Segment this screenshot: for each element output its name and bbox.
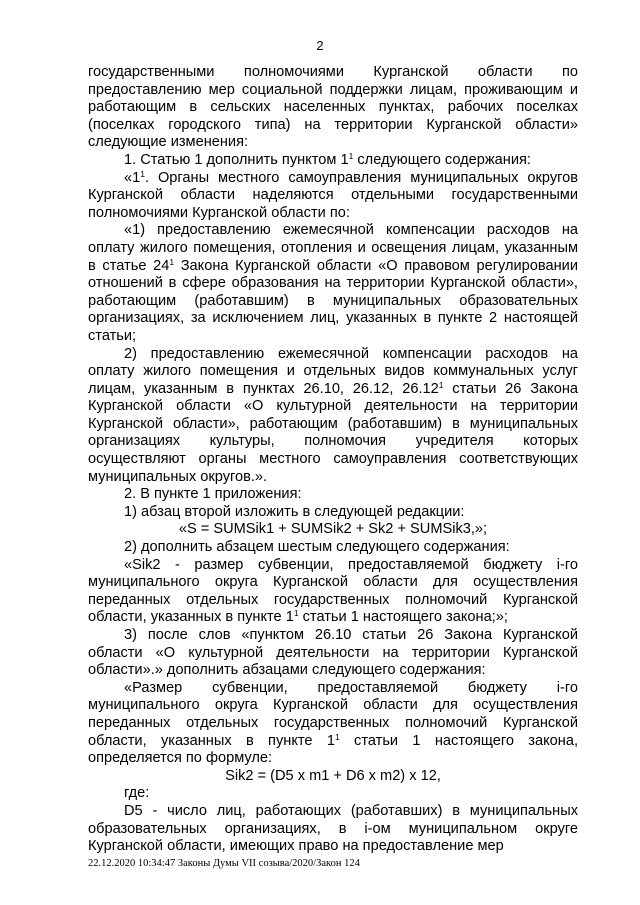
text-segment: государственными полномочиями Курганской области по предоставлению мер социальной поддержки лицам, проживающим и работающим в сельских населенных пунктах, рабочих поселках (поселках городского типа) на территории Курганской области» следующие изменения: [88,64,578,151]
paragraph [88,152,578,170]
text-segment: 2) дополнить абзацем шестым следующего содержания: [124,539,510,556]
paragraph [88,680,578,768]
paragraph [88,768,578,786]
text-segment: Закона Курганской области «О правовом регулировании отношений в сфере образования на территории Курганской области», работающим (работавшим) в муниципальных образовательных организациях, за исключением лиц, указанных в пункте 2 настоящей статьи; [88,257,578,344]
paragraph [88,627,578,680]
text-segment: D5 - число лиц, работающих (работавших) в муниципальных образовательных организациях, в i-ом муниципальном округе Курганской области, имеющих право на предоставление мер [88,802,578,855]
text-segment: статьи 26 Закона Курганской области «О культурной деятельности на территории Курганской области», работающим (работавшим) в муниципальных организациях культуры, полномочия учредителя которых осуществляют органы местного самоуправления соответствующих муниципальных округов.». [88,380,578,485]
paragraph [88,486,578,504]
superscript: 1 [140,168,145,179]
text-segment: 1. Статью 1 дополнить пунктом 1 [124,151,349,168]
paragraph [88,521,578,539]
text-segment: 1) абзац второй изложить в следующей редакции: [124,503,465,520]
superscript: 1 [334,731,340,742]
superscript: 1 [348,150,354,161]
text-segment: статьи 1 настоящего закона;»; [298,609,508,626]
text-segment: «Sik2 - размер субвенции, предоставляемой бюджету i-го муниципального округа Курганской области для осуществления переданных отдельных государственных полномочий Курганской области, указанных в пункте 1 [88,556,578,626]
text-segment: «Размер субвенции, предоставляемой бюджету i-го муниципального округа Курганской области для осуществления переданных отдельных государственных полномочий Курганской области, указанных в пункте 1 [88,679,578,749]
text-segment: 3) после слов «пунктом 26.10 статьи 26 Закона Курганской области «О культурной деятельности на территории Курганской области».» дополнить абзацами следующего содержания: [88,627,578,679]
paragraph [88,803,578,856]
paragraph [88,504,578,522]
paragraph [88,170,578,223]
superscript: 1 [169,256,175,267]
paragraph [88,557,578,627]
document-body [88,64,578,856]
text-segment: следующего содержания: [353,151,531,168]
text-segment: 2) предоставлению ежемесячной компенсации расходов на оплату жилого помещения и отдельных видов коммунальных услуг лицам, указанным в пунктах 26.10, 26.12, 26.12 [88,345,578,397]
paragraph [88,539,578,557]
text-segment: . Органы местного самоуправления муниципальных округов Курганской области наделяются отдельными государственными полномочиями Курганской области по: [88,169,578,221]
superscript: 1 [293,608,299,619]
text-segment: «1 [124,169,141,186]
paragraph [88,346,578,487]
superscript: 1 [438,379,444,390]
document-footer: 22.12.2020 10:34:47 Законы Думы VII созыва/2020/Закон 124 [88,858,360,869]
paragraph [88,64,578,152]
paragraph [88,785,578,803]
text-segment: статьи 1 настоящего закона, определяется по формуле: [88,732,578,767]
text-segment: где: [124,785,150,802]
text-segment: «S = SUMSik1 + SUMSik2 + Sk2 + SUMSik3,»; [178,521,488,538]
page-number: 2 [316,38,324,53]
paragraph [88,222,578,345]
text-segment: 2. В пункте 1 приложения: [124,486,302,503]
text-segment: «1) предоставлению ежемесячной компенсации расходов на оплату жилого помещения, отопления и освещения лицам, указанным в статье 24 [88,222,578,274]
text-segment: Sik2 = (D5 x m1 + D6 x m2) x 12, [225,767,441,784]
